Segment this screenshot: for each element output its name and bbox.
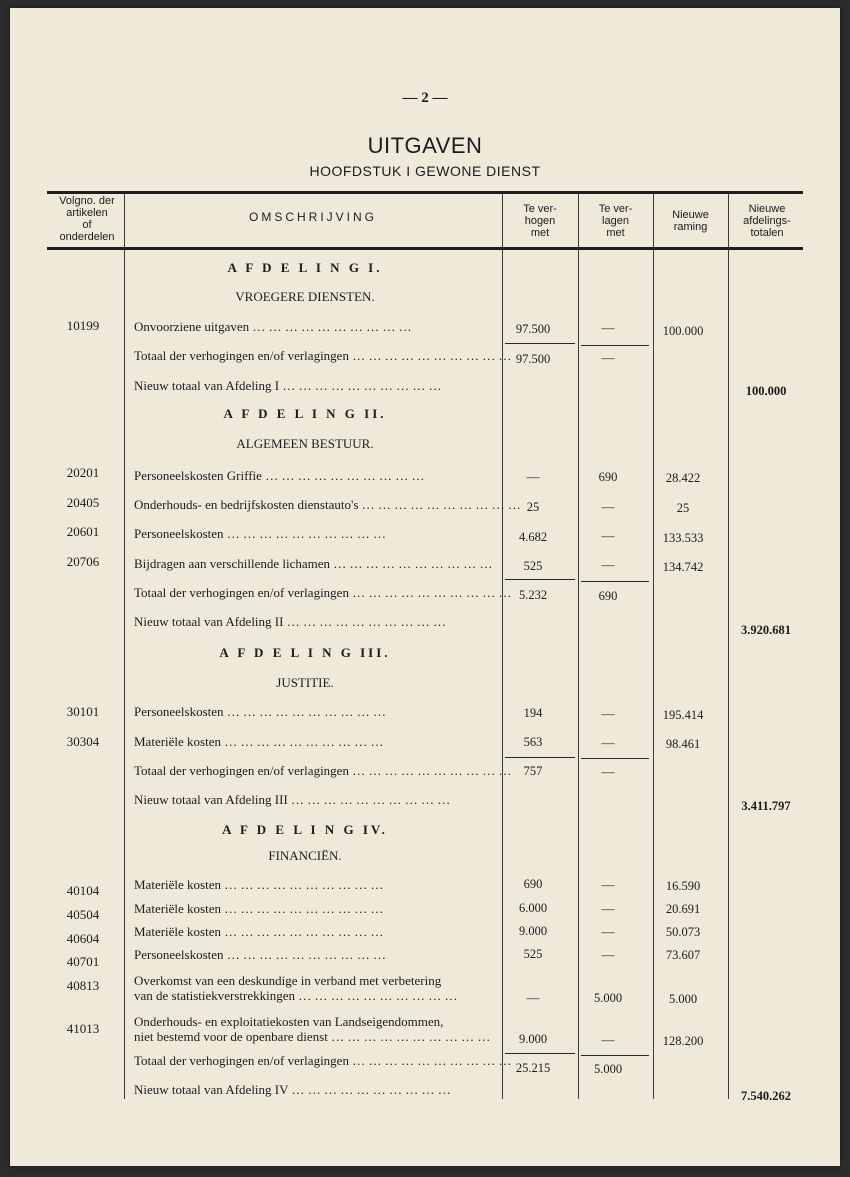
header-omschrijving: OMSCHRIJVING <box>248 210 377 224</box>
article-code: 40701 <box>66 954 100 969</box>
value-verlagen: 5.000 <box>593 991 623 1005</box>
value-raming: 50.073 <box>665 925 701 939</box>
table-top-rule <box>47 191 803 194</box>
article-code: 41013 <box>66 1021 100 1036</box>
section-subtitle: VROEGERE DIENSTEN. <box>235 289 375 304</box>
article-description: Onderhouds- en exploitatiekosten van Landseigendommen, niet bestemd voor de openbare dienst … … … … … … … … … … <box>134 1014 491 1044</box>
value-verlagen: — <box>601 557 615 572</box>
header-verhogen: Te ver- hogen met <box>523 203 557 239</box>
new-total-value: 3.411.797 <box>741 799 791 813</box>
header-verlagen: Te ver- lagen met <box>598 203 633 239</box>
article-code: 20706 <box>66 554 100 569</box>
article-description: Personeelskosten … … … … … … … … … … <box>134 947 387 962</box>
value-verhogen: 9.000 <box>518 924 548 938</box>
sum-rule <box>505 1053 575 1054</box>
value-verhogen: 525 <box>523 559 543 573</box>
total-verhogen: 757 <box>523 764 543 778</box>
article-description: Materiële kosten … … … … … … … … … … <box>134 877 384 892</box>
article-code: 20601 <box>66 524 100 539</box>
article-code: 30101 <box>66 704 100 719</box>
value-verlagen: — <box>601 320 615 335</box>
article-code: 10199 <box>66 318 100 333</box>
value-verhogen: 97.500 <box>515 322 551 336</box>
value-raming: 134.742 <box>662 560 704 574</box>
value-raming: 20.691 <box>665 902 701 916</box>
value-verlagen: — <box>601 1032 615 1047</box>
article-code: 40813 <box>66 978 100 993</box>
article-description: Personeelskosten … … … … … … … … … … <box>134 526 387 541</box>
header-volgno: Volgno. der artikelen of onderdelen <box>59 195 115 243</box>
total-verhogen: 25.215 <box>515 1061 551 1075</box>
total-description: Totaal der verhogingen en/of verlagingen … … … … … … … … … … <box>134 763 512 778</box>
new-total-value: 7.540.262 <box>741 1089 791 1103</box>
value-verlagen: — <box>601 924 615 939</box>
total-verhogen: 5.232 <box>518 588 548 602</box>
article-description: Personeelskosten Griffie … … … … … … … … … … <box>134 468 425 483</box>
value-verhogen: 25 <box>526 500 540 514</box>
value-verhogen: — <box>526 990 540 1005</box>
article-description: Materiële kosten … … … … … … … … … … <box>134 924 384 939</box>
sum-rule <box>505 757 575 758</box>
value-verhogen: 525 <box>523 947 543 961</box>
value-raming: 25 <box>676 501 690 515</box>
sum-rule <box>581 758 649 759</box>
value-raming: 128.200 <box>662 1034 704 1048</box>
value-verlagen: — <box>601 706 615 721</box>
total-verhogen: 97.500 <box>515 352 551 366</box>
value-raming: 73.607 <box>665 948 701 962</box>
value-verhogen: 6.000 <box>518 901 548 915</box>
value-verlagen: — <box>601 877 615 892</box>
section-title: A F D E L I N G I. <box>227 260 383 275</box>
article-code: 40504 <box>66 907 100 922</box>
value-raming: 100.000 <box>662 324 704 338</box>
article-description: Onderhouds- en bedrijfskosten dienstauto's … … … … … … … … … … <box>134 497 521 512</box>
value-verhogen: 563 <box>523 735 543 749</box>
value-verlagen: — <box>601 735 615 750</box>
section-title: A F D E L I N G III. <box>219 645 391 660</box>
total-verlagen: — <box>601 764 615 779</box>
section-subtitle: JUSTITIE. <box>276 675 334 690</box>
value-verhogen: — <box>526 469 540 484</box>
table-header-rule <box>47 247 803 250</box>
total-description: Totaal der verhogingen en/of verlagingen … … … … … … … … … … <box>134 348 512 363</box>
value-verhogen: 690 <box>523 877 543 891</box>
sum-rule <box>581 345 649 346</box>
value-verlagen: 690 <box>598 470 618 484</box>
value-raming: 16.590 <box>665 879 701 893</box>
value-raming: 28.422 <box>665 471 701 485</box>
section-subtitle: FINANCIËN. <box>268 848 342 863</box>
sum-rule <box>581 581 649 582</box>
value-verlagen: — <box>601 901 615 916</box>
value-verlagen: — <box>601 947 615 962</box>
header-nieuwe-raming: Nieuwe raming <box>672 209 709 233</box>
new-total-description: Nieuw totaal van Afdeling I … … … … … … … … … … <box>134 378 442 393</box>
article-code: 40604 <box>66 931 100 946</box>
article-code: 30304 <box>66 734 100 749</box>
new-total-description: Nieuw totaal van Afdeling II … … … … … … … … … … <box>134 614 446 629</box>
article-description: Materiële kosten … … … … … … … … … … <box>134 734 384 749</box>
value-raming: 98.461 <box>665 737 701 751</box>
article-code: 20201 <box>66 465 100 480</box>
total-verlagen: 690 <box>598 589 618 603</box>
value-verhogen: 4.682 <box>518 530 548 544</box>
value-verlagen: — <box>601 499 615 514</box>
column-divider <box>728 194 729 1099</box>
article-description: Onvoorziene uitgaven … … … … … … … … … … <box>134 319 412 334</box>
value-raming: 5.000 <box>668 992 698 1006</box>
article-description: Bijdragen aan verschillende lichamen … … … … … … … … … … <box>134 556 493 571</box>
section-title: A F D E L I N G II. <box>223 406 387 421</box>
total-description: Totaal der verhogingen en/of verlagingen … … … … … … … … … … <box>134 585 512 600</box>
new-total-description: Nieuw totaal van Afdeling III … … … … … … … … … … <box>134 792 451 807</box>
article-code: 20405 <box>66 495 100 510</box>
article-description: Overkomst van een deskundige in verband met verbetering van de statistiekverstrekkingen … … … … … … … … … … <box>134 973 458 1003</box>
new-total-value: 100.000 <box>745 384 787 398</box>
total-verlagen: — <box>601 350 615 365</box>
sum-rule <box>505 579 575 580</box>
article-description: Personeelskosten … … … … … … … … … … <box>134 704 387 719</box>
new-total-description: Nieuw totaal van Afdeling IV … … … … … … … … … … <box>134 1082 451 1097</box>
page-title: UITGAVEN <box>367 133 483 158</box>
page-number: — 2 — <box>402 90 448 106</box>
total-verlagen: 5.000 <box>593 1062 623 1076</box>
value-verhogen: 9.000 <box>518 1032 548 1046</box>
article-description: Materiële kosten … … … … … … … … … … <box>134 901 384 916</box>
section-subtitle: ALGEMEEN BESTUUR. <box>236 436 374 451</box>
new-total-value: 3.920.681 <box>741 623 791 637</box>
value-verhogen: 194 <box>523 706 543 720</box>
sum-rule <box>581 1055 649 1056</box>
section-title: A F D E L I N G IV. <box>222 822 388 837</box>
total-description: Totaal der verhogingen en/of verlagingen … … … … … … … … … … <box>134 1053 512 1068</box>
page-subtitle: HOOFDSTUK I GEWONE DIENST <box>309 163 541 179</box>
value-raming: 195.414 <box>662 708 704 722</box>
value-raming: 133.533 <box>662 531 704 545</box>
value-verlagen: — <box>601 528 615 543</box>
sum-rule <box>505 343 575 344</box>
header-afdelingstotalen: Nieuwe afdelings- totalen <box>743 203 791 239</box>
article-code: 40104 <box>66 883 100 898</box>
